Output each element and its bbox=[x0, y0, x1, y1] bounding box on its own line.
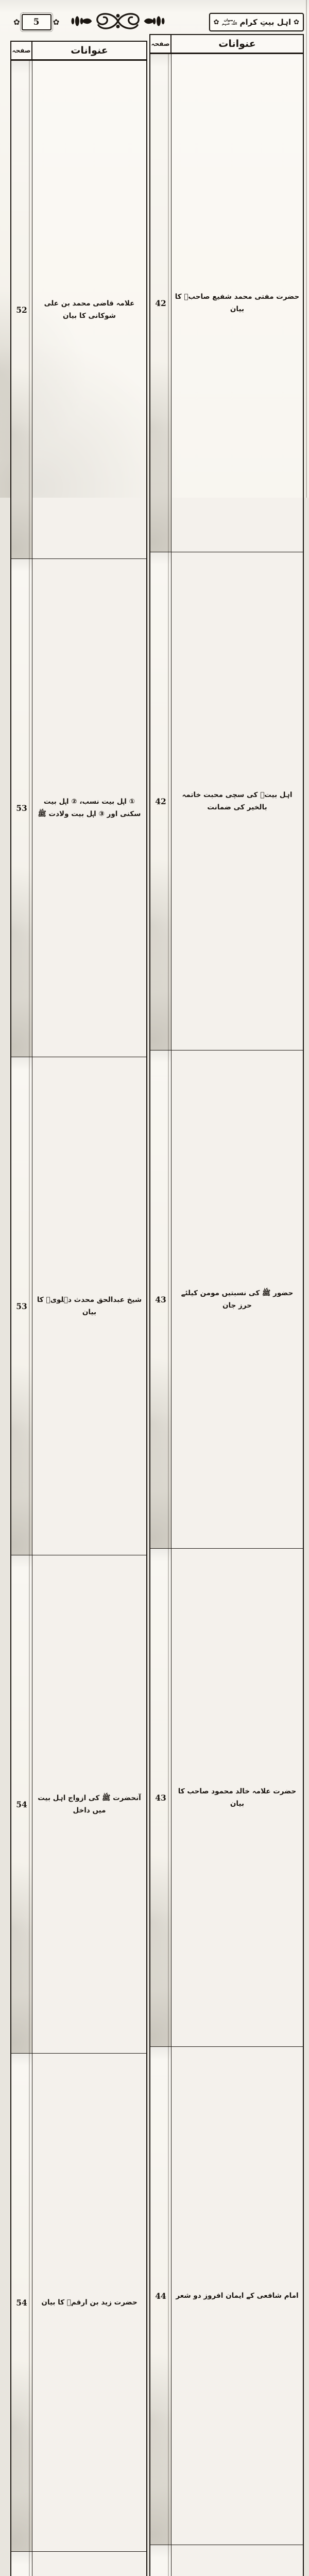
book-title-box bbox=[209, 13, 304, 31]
page-number-ornament bbox=[13, 14, 59, 30]
title-honorific: رضوان اللہ عنہم bbox=[221, 18, 237, 26]
toc-row bbox=[150, 54, 303, 552]
toc-table-body bbox=[11, 60, 146, 2576]
toc-row bbox=[11, 558, 146, 1057]
page-number-cell: 54 bbox=[11, 2054, 32, 2551]
page-number-cell bbox=[150, 2545, 171, 2576]
page-number-cell: 52 bbox=[11, 61, 32, 558]
floral-band-ornament bbox=[66, 10, 169, 34]
page-number-cell: 53 bbox=[11, 559, 32, 1057]
page-column-header: صفحہ bbox=[11, 42, 32, 59]
rosette-icon: ✿ bbox=[213, 18, 219, 26]
topic-cell: حضرت مفتی محمد شفیع صاحبؒ کا بیان bbox=[175, 292, 300, 313]
toc-row bbox=[150, 2545, 303, 2576]
topic-cell: حضرت علامہ خالد محمود صاحب کا بیان bbox=[178, 1787, 297, 1808]
topic-cell: آنحضرت ﷺ کی ازواج اہل بیت میں داخل bbox=[38, 1793, 141, 1815]
page-number-cell: 42 bbox=[150, 552, 171, 1050]
topic-cell: علامہ قاضی محمد بن علی شوکانی کا بیان bbox=[44, 299, 135, 320]
page-column-header: صفحہ bbox=[150, 35, 171, 53]
toc-table-header bbox=[150, 35, 303, 54]
toc-row bbox=[11, 1555, 146, 2053]
fleuron-icon: ✿ bbox=[53, 17, 60, 27]
toc-table-right bbox=[149, 34, 304, 2576]
page-number-cell: 53 bbox=[11, 1057, 32, 1555]
toc-table-header bbox=[11, 42, 146, 60]
fleuron-icon: ✿ bbox=[13, 17, 20, 27]
topics-column-header: عنوانات bbox=[218, 38, 256, 49]
toc-table-left bbox=[10, 41, 147, 2576]
topic-cell: شیخ عبدالحق محدث دہلویؒ کا بیان bbox=[37, 1295, 142, 1316]
page-number-cell: 44 bbox=[150, 2047, 171, 2545]
page-number: 5 bbox=[33, 17, 40, 27]
topic-cell: حضرت زید بن ارقمؓ کا بیان bbox=[41, 2298, 138, 2307]
topic-cell: امام شافعی کے ایمان افروز دو شعر bbox=[176, 2291, 299, 2300]
toc-row bbox=[11, 2551, 146, 2576]
toc-row bbox=[150, 1050, 303, 1548]
page-number-cell: 43 bbox=[150, 1050, 171, 1548]
topic-cell bbox=[171, 2545, 303, 2576]
toc-table-body bbox=[150, 54, 303, 2576]
topic-cell: حضور ﷺ کی نسبتیں مومن کیلئے حرز جان bbox=[181, 1289, 294, 1310]
page-number-box bbox=[22, 14, 52, 30]
toc-row bbox=[11, 60, 146, 558]
page-number-cell bbox=[11, 2552, 32, 2576]
page-number-cell: 54 bbox=[11, 1555, 32, 2053]
page-header bbox=[0, 0, 309, 34]
topic-cell: اہل بیتؓ کی سچی محبت خاتمہ بالخیر کی ضمانت bbox=[182, 790, 293, 811]
toc-row bbox=[150, 552, 303, 1050]
topic-cell: ① اہل بیت نسب، ② اہل بیت سکنی اور ③ اہل بیت ولادت ﷺ bbox=[38, 797, 141, 818]
book-title: اہل بیتِ کرام bbox=[239, 18, 291, 27]
toc-row bbox=[150, 2046, 303, 2545]
toc-row bbox=[11, 1057, 146, 1555]
topics-column-header: عنوانات bbox=[71, 45, 108, 56]
page-number-cell: 42 bbox=[150, 54, 171, 552]
toc-tables bbox=[0, 34, 309, 2576]
toc-row bbox=[150, 1548, 303, 2046]
page-number-cell: 43 bbox=[150, 1549, 171, 2046]
rosette-icon: ✿ bbox=[294, 18, 299, 26]
topic-cell bbox=[32, 2552, 146, 2576]
toc-row bbox=[11, 2053, 146, 2551]
